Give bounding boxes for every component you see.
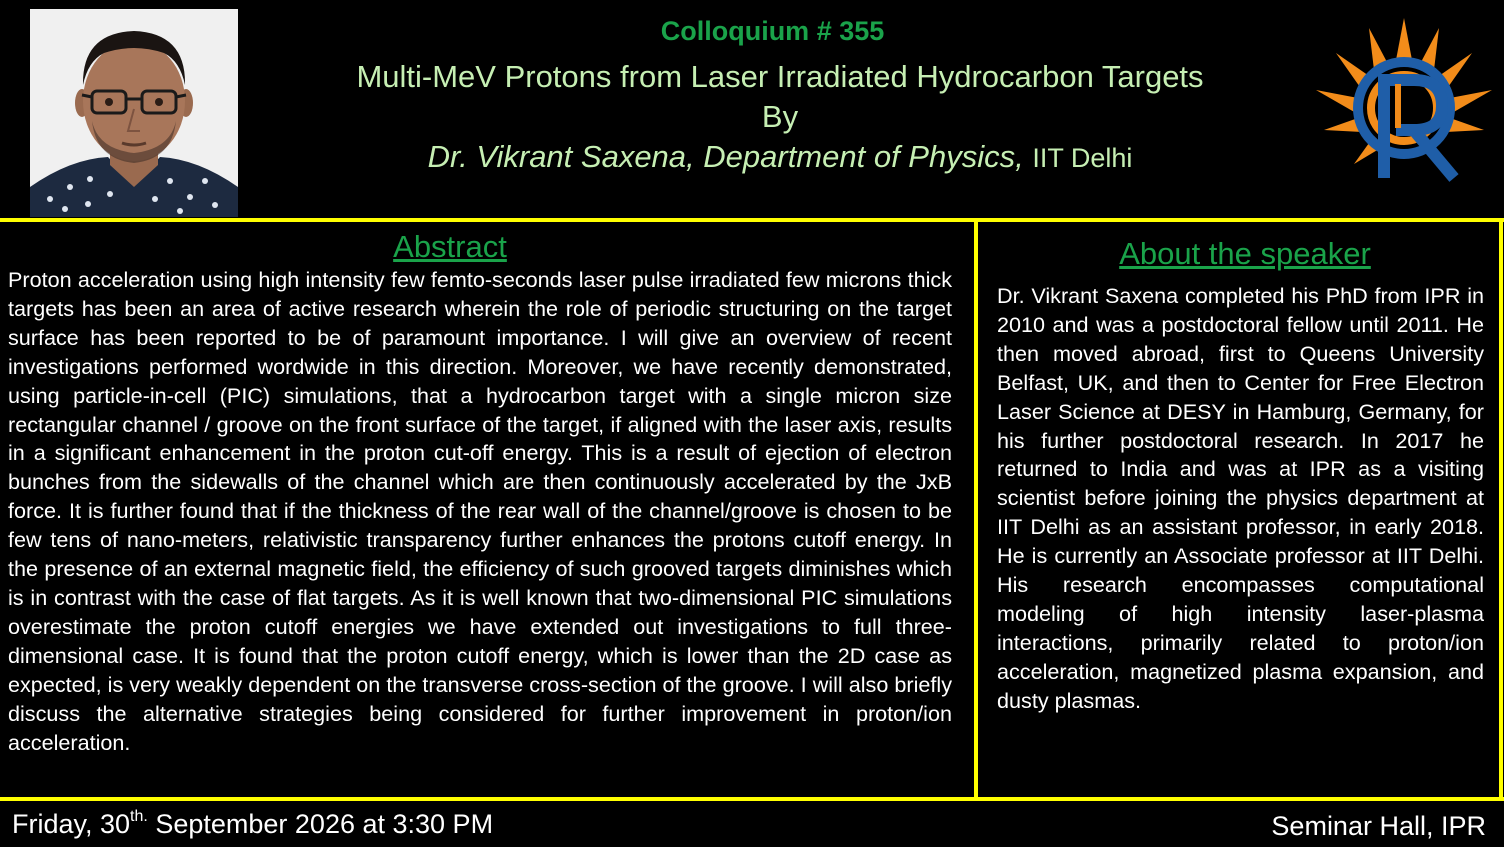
date-prefix: Friday, 30: [12, 809, 131, 839]
speaker-line: [250, 139, 1310, 175]
speaker-name: Dr. Vikrant Saxena, Department of Physics,: [427, 139, 1024, 174]
date-suffix: September 2026 at 3:30 PM: [147, 809, 494, 839]
divider-right: [1499, 218, 1503, 801]
divider-middle: [974, 222, 978, 799]
divider-bottom: [0, 797, 1504, 801]
date-ordinal: th.: [130, 808, 148, 825]
venue: Seminar Hall, IPR: [1271, 811, 1486, 841]
date-time: [12, 809, 493, 840]
colloquium-number: Colloquium # 355: [660, 16, 885, 46]
by-label: By: [761, 99, 799, 134]
abstract-heading: Abstract: [393, 229, 507, 264]
divider-top: [0, 218, 1504, 222]
abstract-text: Proton acceleration using high intensity few femto-seconds laser pulse irradiated few microns thick targets has been an area of active research wherein the role of periodic structuring on the target surface has been reported to be of paramount importance. I will give an overview of recent investigations performed wordwide in this direction. Moreover, we have recently demonstrated, using particle-in-cell (PIC) simulations, that a hydrocarbon target with a single micron size rectangular channel / groove on the front surface of the target, if aligned with the laser axis, results in a significant enhancement in the proton cut-off energy. This is a result of ejection of electron bunches from the sidewalls of the channel which are then continuously accelerated by the JxB force. It is further found that if the thickness of the rear wall of the channel/groove is chosen to be few tens of nano-meters, relativistic transparency further enhances the protons cutoff energy. In the presence of an external magnetic field, the efficiency of such grooved targets diminishes which is in contrast with the case of flat targets. As it is well known that two-dimensional PIC simulations overestimate the proton cutoff energies we have extended out investigations to full three-dimensional case. It is found that the proton cutoff energy, which is lower than the 2D case as expected, is very weakly dependent on the transverse cross-section of the groove. I will also briefly discuss the alternative strategies being considered for further improvement in proton/ion acceleration.: [8, 267, 952, 755]
speaker-photo: [30, 9, 238, 217]
speaker-institute: IIT Delhi: [1032, 143, 1133, 173]
talk-title: Multi-MeV Protons from Laser Irradiated Hydrocarbon Targets: [356, 59, 1204, 94]
about-speaker-heading: About the speaker: [1119, 236, 1371, 271]
about-speaker-text: Dr. Vikrant Saxena completed his PhD from IPR in 2010 and was a postdoctoral fellow until 2011. He then moved abroad, first to Queens University Belfast, UK, and then to Center for Free Electron Laser Science at DESY in Hamburg, Germany, for his further postdoctoral research. In 2017 he returned to India and was at IPR as a visiting scientist before joining the physics department at IIT Delhi as an assistant professor, in early 2018. He is currently an Associate professor at IIT Delhi. His research encompasses computational modeling of high intensity laser-plasma interactions, primarily related to proton/ion acceleration, magnetized plasma expansion, and dusty plasmas.: [997, 283, 1484, 713]
ipr-sun-logo: [1314, 18, 1494, 188]
